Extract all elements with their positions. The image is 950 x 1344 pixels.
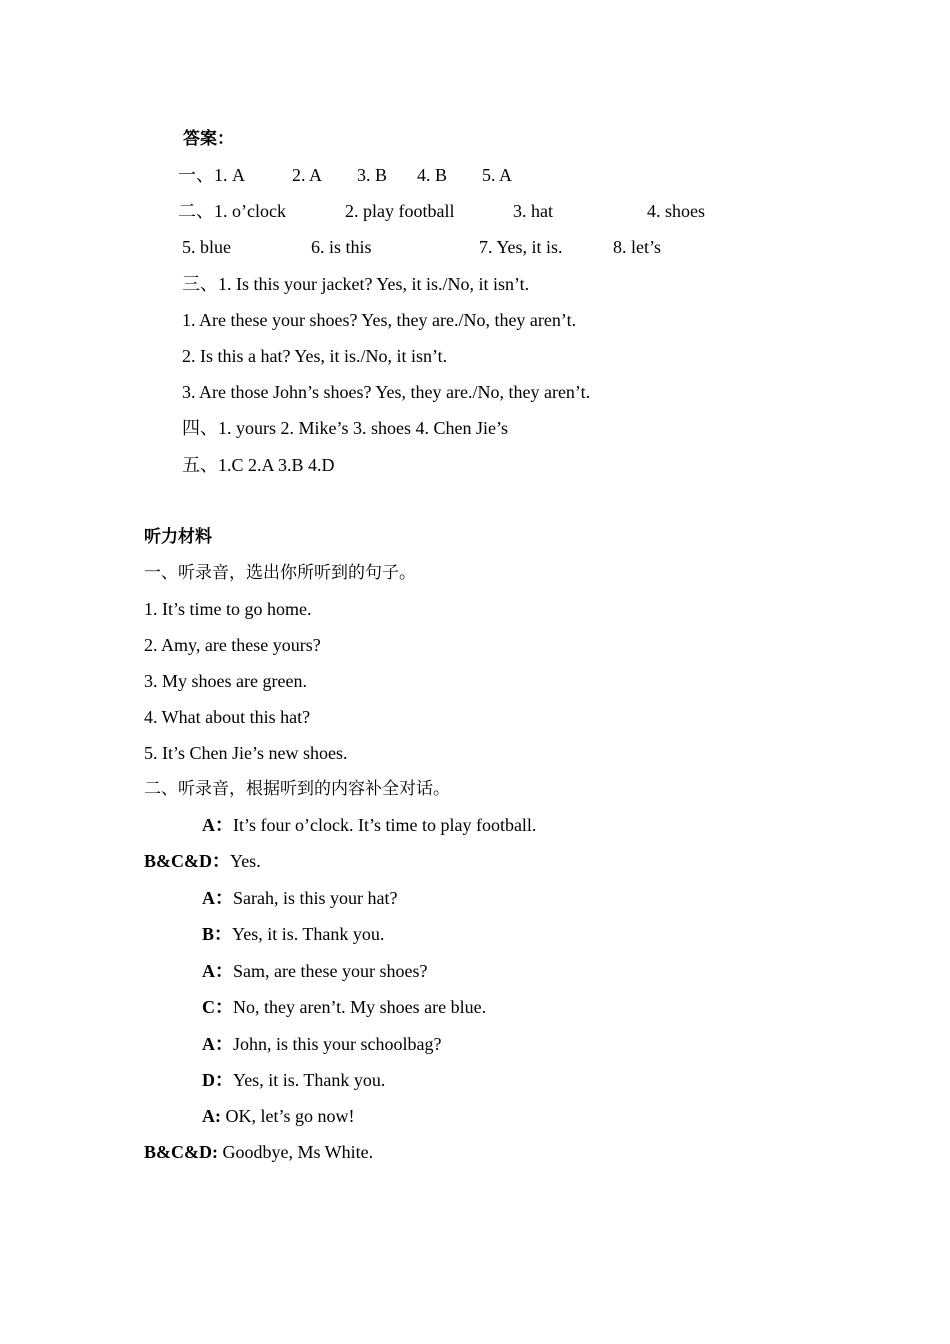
answers-section-4: 四、1. yours 2. Mike’s 3. shoes 4. Chen Jie’s xyxy=(182,418,508,438)
answers-section-5: 五、1.C 2.A 3.B 4.D xyxy=(182,455,335,475)
utterance: Yes, it is. Thank you. xyxy=(233,1070,386,1090)
dialogue-line xyxy=(202,923,384,945)
answer-item: 2. play football xyxy=(345,201,455,221)
dialogue-line xyxy=(202,1105,355,1127)
listening-part1-heading: 一、听录音，选出你所听到的句子。 xyxy=(144,563,416,583)
list-item: 4. What about this hat? xyxy=(144,707,311,727)
answer-item: 8. let’s xyxy=(613,237,661,257)
utterance: OK, let’s go now! xyxy=(225,1106,355,1126)
dialogue-line xyxy=(202,814,536,836)
speaker: A： xyxy=(202,815,233,835)
listening-part2-heading: 二、听录音，根据听到的内容补全对话。 xyxy=(144,779,450,799)
answer-item: 3. B xyxy=(357,165,388,185)
utterance: Sarah, is this your hat? xyxy=(233,888,398,908)
utterance: It’s four o’clock. It’s time to play football. xyxy=(233,815,537,835)
answer-item: 7. Yes, it is. xyxy=(479,237,563,257)
dialogue-line xyxy=(202,887,397,909)
utterance: Sam, are these your shoes? xyxy=(233,961,428,981)
answer-item: 二、1. o’clock xyxy=(178,201,286,221)
speaker: D： xyxy=(202,1070,233,1090)
speaker: A： xyxy=(202,888,233,908)
list-item: 3. My shoes are green. xyxy=(144,671,307,691)
list-item: 5. It’s Chen Jie’s new shoes. xyxy=(144,743,348,763)
speaker: C： xyxy=(202,997,233,1017)
utterance: No, they aren’t. My shoes are blue. xyxy=(233,997,487,1017)
list-item: 1. It’s time to go home. xyxy=(144,599,312,619)
answer-item: 2. A xyxy=(292,165,323,185)
dialogue-line xyxy=(144,1141,373,1163)
dialogue-line xyxy=(202,1069,385,1091)
utterance: Yes. xyxy=(230,851,261,871)
listening-title: 听力材料 xyxy=(144,527,212,547)
answer-line: 1. Are these your shoes? Yes, they are./No, they aren’t. xyxy=(182,310,577,330)
answer-item: 4. B xyxy=(417,165,448,185)
dialogue-line xyxy=(144,850,261,872)
speaker: B&C&D： xyxy=(144,851,230,871)
utterance: John, is this your schoolbag? xyxy=(233,1034,442,1054)
answer-item: 一、1. A xyxy=(178,165,245,185)
answer-item: 5. A xyxy=(482,165,513,185)
answer-line: 2. Is this a hat? Yes, it is./No, it isn’t. xyxy=(182,346,448,366)
speaker: A： xyxy=(202,1034,233,1054)
answer-item: 5. blue xyxy=(182,237,231,257)
answer-item: 3. hat xyxy=(513,201,553,221)
utterance: Goodbye, Ms White. xyxy=(222,1142,374,1162)
answer-item: 6. is this xyxy=(311,237,372,257)
answer-line: 3. Are those John’s shoes? Yes, they are./No, they aren’t. xyxy=(182,382,591,402)
utterance: Yes, it is. Thank you. xyxy=(232,924,385,944)
speaker: B&C&D: xyxy=(144,1142,218,1162)
dialogue-line xyxy=(202,1033,442,1055)
speaker: A： xyxy=(202,961,233,981)
dialogue-line xyxy=(202,996,486,1018)
answer-item: 4. shoes xyxy=(647,201,705,221)
speaker: B： xyxy=(202,924,233,944)
speaker: A: xyxy=(202,1106,221,1126)
answers-title: 答案： xyxy=(183,129,234,149)
list-item: 2. Amy, are these yours? xyxy=(144,635,321,655)
dialogue-line xyxy=(202,960,427,982)
answer-line: 三、1. Is this your jacket? Yes, it is./No, it isn’t. xyxy=(182,274,530,294)
